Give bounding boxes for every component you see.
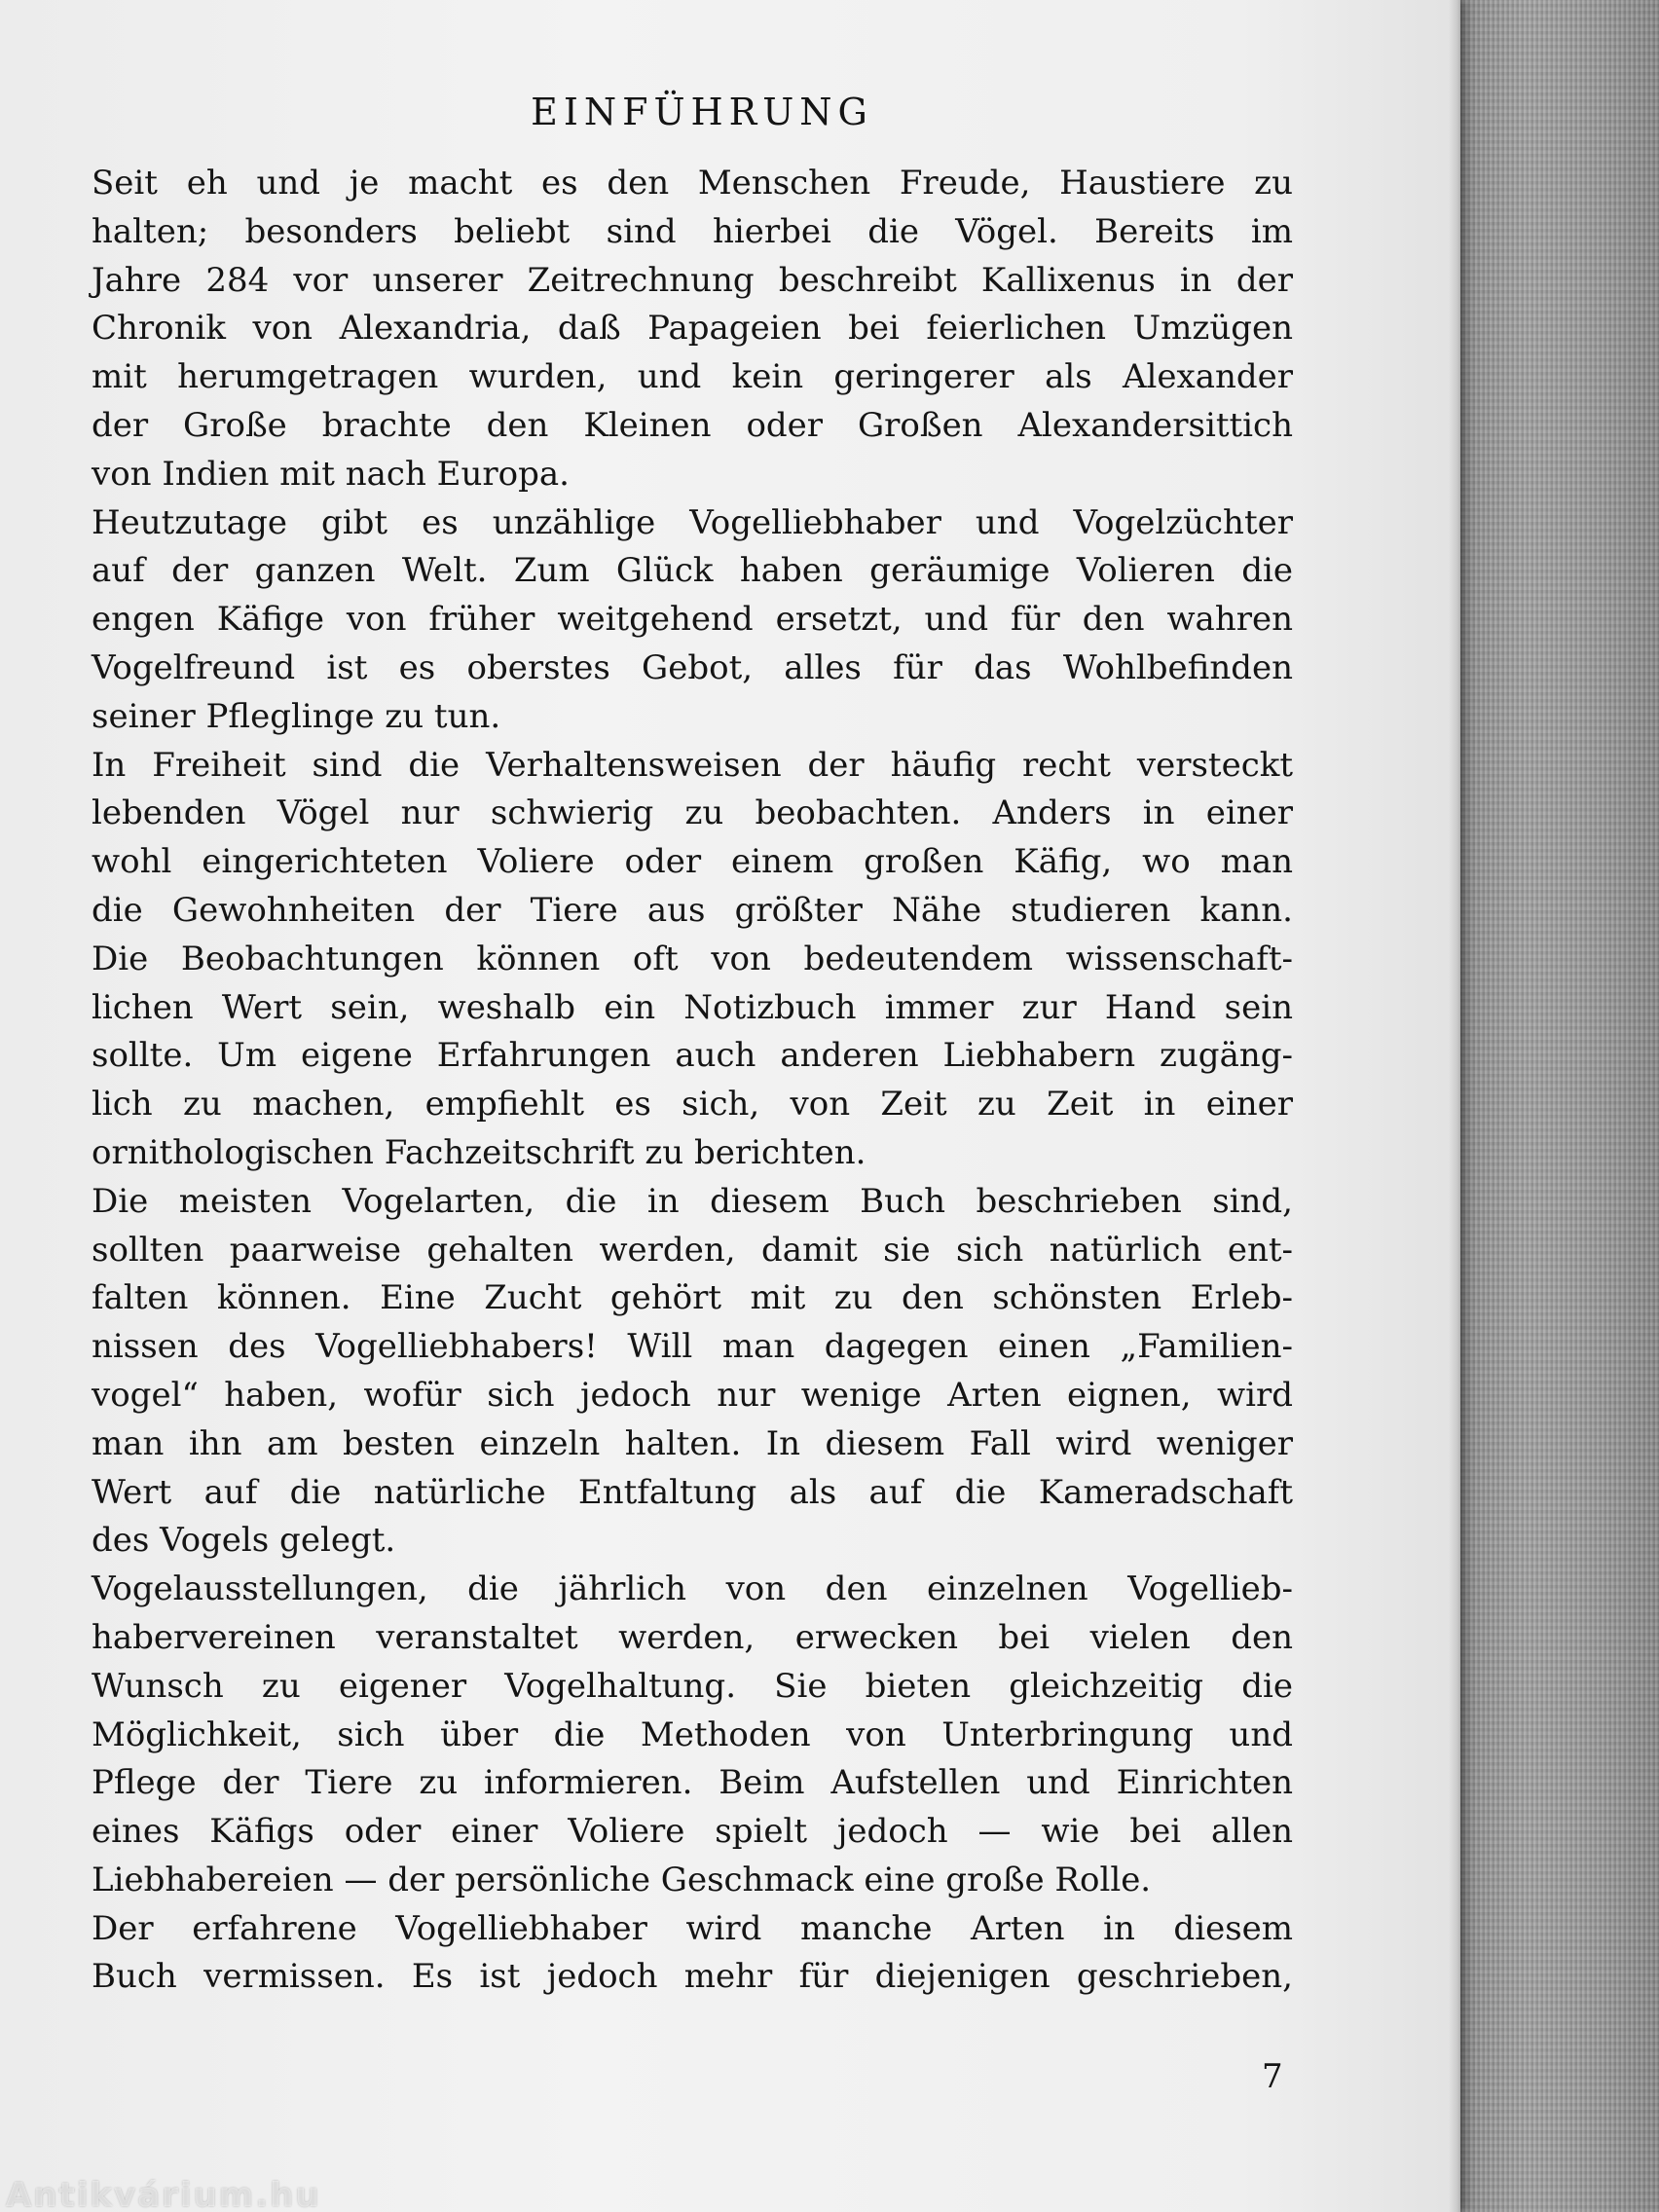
watermark: Antikvárium.hu xyxy=(6,2176,321,2212)
paragraph xyxy=(92,160,1293,499)
text-line: mit herumgetragen wurden, und kein geringerer als Alexander xyxy=(92,357,1293,397)
text-line: wohl eingerichteten Voliere oder einem großen Käfig, wo man xyxy=(92,842,1293,882)
text-column xyxy=(92,90,1293,2002)
text-line: die Gewohnheiten der Tiere aus größter Nähe studieren kann. xyxy=(92,890,1293,930)
text-line: Buch vermissen. Es ist jedoch mehr für diejenigen geschrieben, xyxy=(92,1957,1293,1997)
paragraph xyxy=(92,1178,1293,1566)
text-line: Möglichkeit, sich über die Methoden von Unterbringung und xyxy=(92,1714,1293,1754)
text-line: habervereinen veranstaltet werden, erwecken bei vielen den xyxy=(92,1617,1293,1657)
text-line: vogel“ haben, wofür sich jedoch nur wenige Arten eignen, wird xyxy=(92,1375,1293,1415)
text-line: sollten paarweise gehalten werden, damit sie sich natürlich ent- xyxy=(92,1230,1293,1270)
text-line: der Große brachte den Kleinen oder Großen Alexandersittich xyxy=(92,405,1293,445)
text-line: seiner Pfleglinge zu tun. xyxy=(92,696,501,736)
text-line: Pflege der Tiere zu informieren. Beim Aufstellen und Einrichten xyxy=(92,1763,1293,1803)
text-line: eines Käfigs oder einer Voliere spielt jedoch — wie bei allen xyxy=(92,1812,1293,1852)
text-line: lebenden Vögel nur schwierig zu beobachten. Anders in einer xyxy=(92,793,1293,833)
text-line: ornithologischen Fachzeitschrift zu berichten. xyxy=(92,1132,866,1172)
text-line: Heutzutage gibt es unzählige Vogelliebhaber und Vogelzüchter xyxy=(92,502,1293,542)
paragraph xyxy=(92,1566,1293,1905)
body-text xyxy=(92,160,1293,2002)
text-line: Wunsch zu eigener Vogelhaltung. Sie bieten gleichzeitig die xyxy=(92,1666,1293,1706)
page-edge-shadow xyxy=(1449,0,1462,2212)
paragraph xyxy=(92,1905,1293,2003)
text-line: Seit eh und je macht es den Menschen Freude, Haustiere zu xyxy=(92,164,1293,203)
text-line: Jahre 284 vor unserer Zeitrechnung beschreibt Kallixenus in der xyxy=(92,260,1293,300)
text-line: engen Käfige von früher weitgehend ersetzt, und für den wahren xyxy=(92,600,1293,640)
chapter-title: EINFÜHRUNG xyxy=(531,91,873,133)
paragraph xyxy=(92,499,1293,742)
page-number: 7 xyxy=(1262,2057,1283,2096)
text-line: lich zu machen, empfiehlt es sich, von Zeit zu Zeit in einer xyxy=(92,1085,1293,1124)
text-line: Chronik von Alexandria, daß Papageien bei feierlichen Umzügen xyxy=(92,309,1293,349)
text-line: halten; besonders beliebt sind hierbei die Vögel. Bereits im xyxy=(92,211,1293,251)
text-line: sollte. Um eigene Erfahrungen auch anderen Liebhabern zugäng- xyxy=(92,1036,1293,1076)
text-line: Der erfahrene Vogelliebhaber wird manche Arten in diesem xyxy=(92,1908,1293,1948)
text-line: man ihn am besten einzeln halten. In diesem Fall wird weniger xyxy=(92,1423,1293,1463)
text-line: des Vogels gelegt. xyxy=(92,1521,396,1561)
text-line: In Freiheit sind die Verhaltensweisen der häufig recht versteckt xyxy=(92,745,1293,785)
text-line: Wert auf die natürliche Entfaltung als auf die Kameradschaft xyxy=(92,1472,1293,1512)
text-line: auf der ganzen Welt. Zum Glück haben geräumige Volieren die xyxy=(92,551,1293,591)
paragraph xyxy=(92,742,1293,1178)
text-line: von Indien mit nach Europa. xyxy=(92,454,570,494)
text-line: lichen Wert sein, weshalb ein Notizbuch immer zur Hand sein xyxy=(92,987,1293,1027)
text-line: Vogelfreund ist es oberstes Gebot, alles für das Wohlbefinden xyxy=(92,647,1293,687)
text-line: Liebhabereien — der persönliche Geschmack eine große Rolle. xyxy=(92,1860,1152,1899)
text-line: falten können. Eine Zucht gehört mit zu den schönsten Erleb- xyxy=(92,1278,1293,1318)
background-cover xyxy=(1456,0,1659,2212)
text-line: nissen des Vogelliebhabers! Will man dagegen einen „Familien- xyxy=(92,1327,1293,1367)
text-line: Die Beobachtungen können oft von bedeutendem wissenschaft- xyxy=(92,939,1293,978)
text-line: Vogelausstellungen, die jährlich von den einzelnen Vogellieb- xyxy=(92,1569,1293,1609)
text-line: Die meisten Vogelarten, die in diesem Buch beschrieben sind, xyxy=(92,1181,1293,1221)
